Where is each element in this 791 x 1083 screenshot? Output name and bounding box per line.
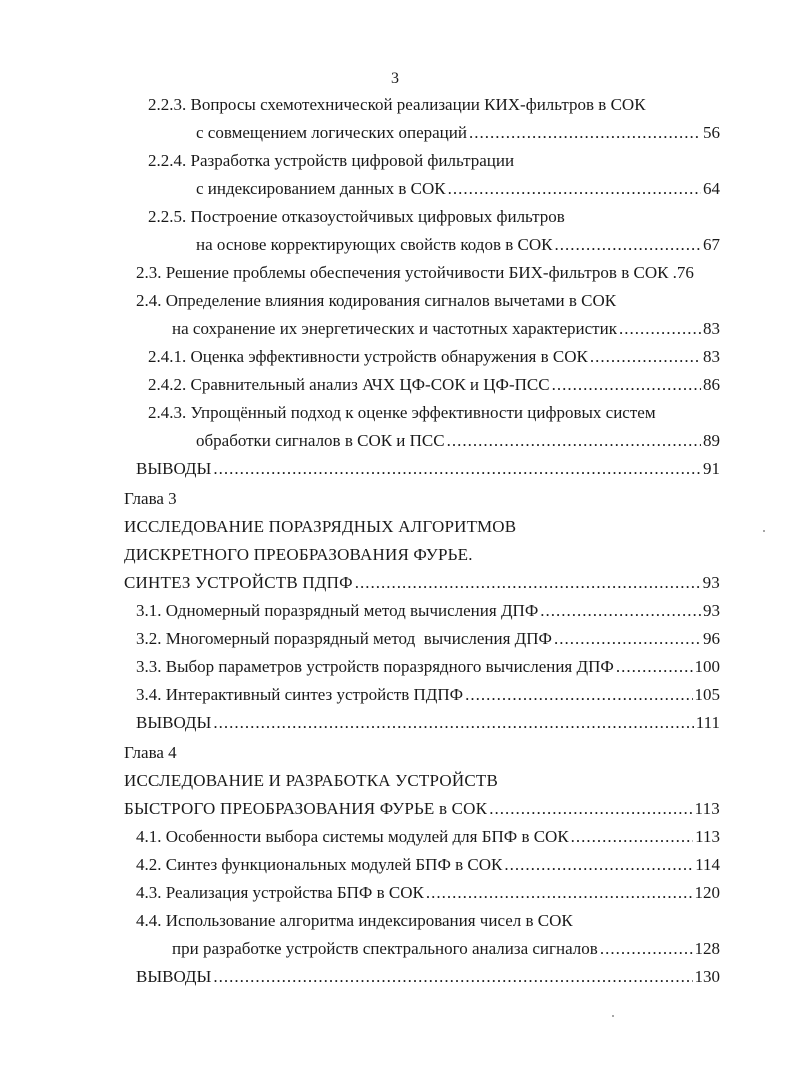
toc-entry-title: СИНТЕЗ УСТРОЙСТВ ПДПФ (124, 573, 353, 592)
toc-entry-2-3: 2.3. Решение проблемы обеспечения устойчивости БИХ-фильтров в СОК .76 (136, 263, 694, 282)
dot-leader (619, 317, 701, 341)
toc-entry-2-2-5-line1: 2.2.5. Построение отказоустойчивых цифровых фильтров (148, 207, 565, 226)
toc-entry-title: ВЫВОДЫ (136, 713, 212, 732)
toc-entry-title: с совмещением логических операций (196, 123, 467, 142)
toc-page-number: 113 (694, 799, 720, 818)
toc-entry-title: ВЫВОДЫ (136, 459, 212, 478)
toc-entry-title: на сохранение их энергетических и частотных характеристик (172, 319, 617, 338)
dot-leader (426, 881, 693, 905)
toc-entry-2-4-3-line1: 2.4.3. Упрощённый подход к оценке эффективности цифровых систем (148, 403, 656, 422)
toc-entry-title: при разработке устройств спектрального анализа сигналов (172, 939, 598, 958)
toc-page-number: 91 (703, 459, 720, 478)
dot-leader (213, 711, 693, 735)
dot-leader (489, 797, 692, 821)
toc-entry-title: обработки сигналов в СОК и ПСС (196, 431, 445, 450)
toc-page-number: 100 (694, 657, 720, 676)
dot-leader (590, 345, 701, 369)
dot-leader (213, 457, 701, 481)
toc-entry-title: 2.4.2. Сравнительный анализ АЧХ ЦФ-СОК и ЦФ-ПСС (148, 375, 550, 394)
dot-leader (469, 121, 701, 145)
toc-entry-vyvody-ch4 (136, 965, 720, 989)
toc-entry-title: 4.3. Реализация устройства БПФ в СОК (136, 883, 424, 902)
dot-leader (616, 655, 693, 679)
toc-entry-title: ВЫВОДЫ (136, 967, 212, 986)
chapter-3-title (124, 571, 720, 595)
scan-speck (612, 1015, 614, 1017)
dot-leader (504, 853, 693, 877)
chapter-4-label: Глава 4 (124, 743, 177, 762)
toc-page-number: 67 (703, 235, 720, 254)
toc-entry-3-1 (136, 599, 720, 623)
toc-entry-4-2 (136, 853, 720, 877)
toc-entry-title: БЫСТРОГО ПРЕОБРАЗОВАНИЯ ФУРЬЕ в СОК (124, 799, 488, 818)
dot-leader (465, 683, 692, 707)
toc-entry-title: 4.2. Синтез функциональных модулей БПФ в СОК (136, 855, 503, 874)
dot-leader (571, 825, 693, 849)
toc-entry-2-4-2 (148, 373, 720, 397)
toc-page-number: 93 (702, 573, 720, 592)
toc-entry-2-4-1 (148, 345, 720, 369)
toc-page-number: 120 (694, 883, 720, 902)
dot-leader (448, 177, 701, 201)
dot-leader (552, 373, 701, 397)
toc-entry-4-3 (136, 881, 720, 905)
dot-leader (554, 233, 701, 257)
chapter-3-title-line1: ИССЛЕДОВАНИЕ ПОРАЗРЯДНЫХ АЛГОРИТМОВ (124, 517, 517, 536)
toc-entry-2-2-4-line1: 2.2.4. Разработка устройств цифровой фильтрации (148, 151, 515, 170)
dot-leader (447, 429, 701, 453)
toc-entry-title: с индексированием данных в СОК (196, 179, 446, 198)
toc-entry-4-4-line1: 4.4. Использование алгоритма индексирования чисел в СОК (136, 911, 573, 930)
toc-page-number: 105 (694, 685, 720, 704)
toc-page-number: 93 (703, 601, 720, 620)
chapter-3-title-line2: ДИСКРЕТНОГО ПРЕОБРАЗОВАНИЯ ФУРЬЕ. (124, 545, 473, 564)
dot-leader (600, 937, 693, 961)
toc-page-number: 83 (703, 347, 720, 366)
toc-entry-3-2 (136, 627, 720, 651)
toc-page-number: 130 (694, 967, 720, 986)
page-number: 3 (391, 70, 399, 87)
toc-entry-2-2-4 (196, 177, 720, 201)
toc-entry-3-3 (136, 655, 720, 679)
toc-entry-title: 2.4.1. Оценка эффективности устройств обнаружения в СОК (148, 347, 588, 366)
toc-page-number: 128 (694, 939, 720, 958)
toc-entry-2-2-5 (196, 233, 720, 257)
toc-page-number: 111 (695, 713, 720, 732)
toc-entry-title: 3.2. Многомерный поразрядный метод вычисления ДПФ (136, 629, 552, 648)
toc-entry-2-4-line1: 2.4. Определение влияния кодирования сигналов вычетами в СОК (136, 291, 617, 310)
toc-page-number: 83 (703, 319, 720, 338)
toc-page-number: 114 (695, 855, 720, 874)
dot-leader (540, 599, 701, 623)
toc-page-number: 113 (695, 827, 720, 846)
dot-leader (355, 571, 701, 595)
dot-leader (213, 965, 692, 989)
chapter-4-title (124, 797, 720, 821)
toc-entry-2-4 (172, 317, 720, 341)
toc-page-number: 89 (703, 431, 720, 450)
toc-entry-4-1 (136, 825, 720, 849)
dot-leader (554, 627, 701, 651)
toc-page-number: 86 (703, 375, 720, 394)
toc-entry-3-4 (136, 683, 720, 707)
chapter-4-title-line1: ИССЛЕДОВАНИЕ И РАЗРАБОТКА УСТРОЙСТВ (124, 771, 498, 790)
scan-speck (763, 530, 765, 532)
toc-entry-4-4 (172, 937, 720, 961)
toc-entry-title: 3.3. Выбор параметров устройств поразрядного вычисления ДПФ (136, 657, 614, 676)
toc-entry-vyvody-ch3 (136, 711, 720, 735)
toc-page-number: 64 (703, 179, 720, 198)
toc-entry-2-2-3 (196, 121, 720, 145)
toc-page-number: 96 (703, 629, 720, 648)
toc-entry-title: 3.1. Одномерный поразрядный метод вычисления ДПФ (136, 601, 539, 620)
toc-entry-title: 4.1. Особенности выбора системы модулей для БПФ в СОК (136, 827, 569, 846)
toc-entry-vyvody-ch2 (136, 457, 720, 481)
chapter-3-label: Глава 3 (124, 489, 177, 508)
toc-entry-title: 3.4. Интерактивный синтез устройств ПДПФ (136, 685, 464, 704)
toc-entry-title: на основе корректирующих свойств кодов в СОК (196, 235, 553, 254)
toc-entry-2-2-3-line1: 2.2.3. Вопросы схемотехнической реализации КИХ-фильтров в СОК (148, 95, 646, 114)
toc-entry-2-4-3 (196, 429, 720, 453)
toc-page-number: 56 (703, 123, 720, 142)
